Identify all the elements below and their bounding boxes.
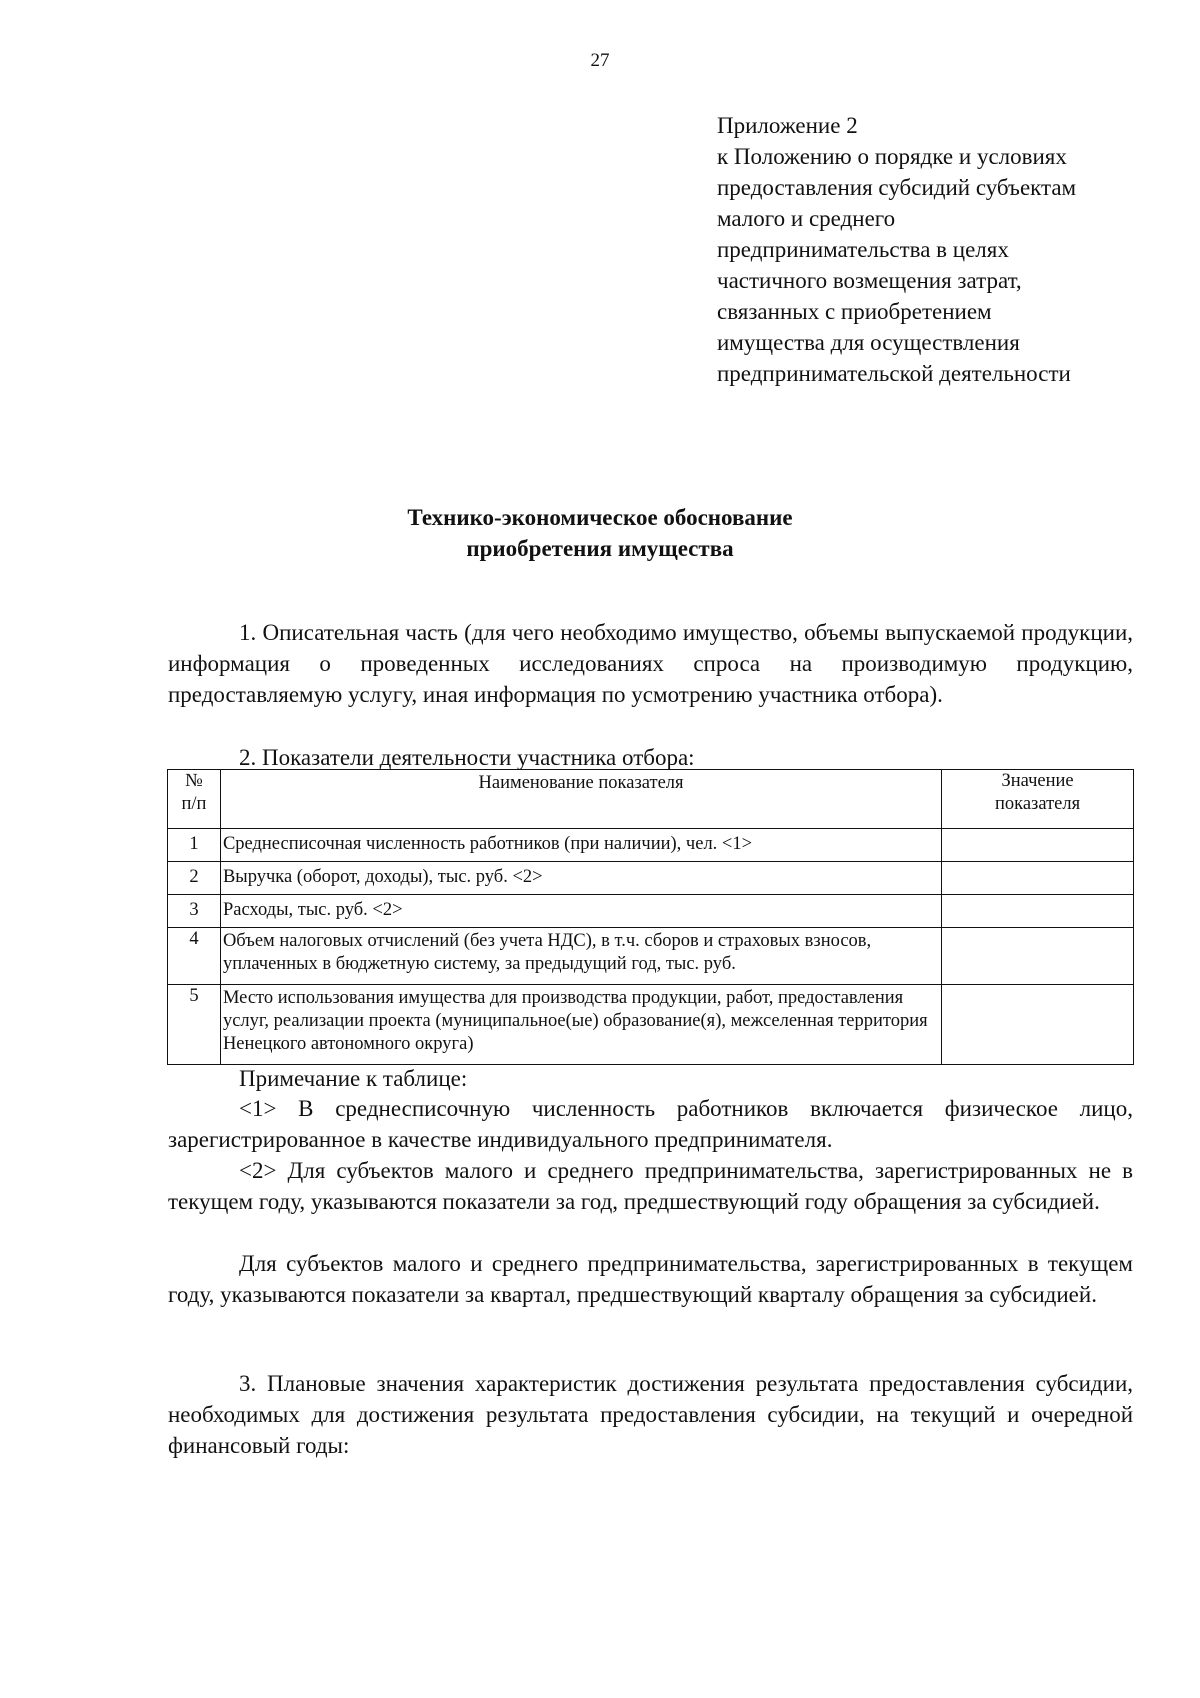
indicators-table (167, 769, 1134, 1065)
section-3-text: 3. Плановые значения характеристик достижения результата предоставления субсидии, необходимых для достижения результата предоставления субсидии, на текущий и очередной финансовый годы: (168, 1371, 1133, 1458)
row-num: 1 (168, 829, 221, 862)
row-num: 4 (168, 928, 221, 985)
header-num (168, 770, 221, 829)
row-num: 5 (168, 985, 221, 1065)
table-note-1: <1> В среднесписочную численность работников включается физическое лицо, зарегистрированное в качестве индивидуального предпринимателя. (168, 1096, 1133, 1152)
header-value-line1: Значение (1001, 771, 1074, 791)
row-value (942, 928, 1134, 985)
appendix-line: предпринимательства в целях (717, 237, 1009, 262)
row-value (942, 985, 1134, 1065)
appendix-line: Приложение 2 (717, 113, 858, 138)
row-value (942, 895, 1134, 928)
row-name: Выручка (оборот, доходы), тыс. руб. <2> (220, 862, 941, 895)
section-2-caption: 2. Показатели деятельности участника отбора: (239, 745, 695, 770)
document-title-line1: Технико-экономическое обоснование (407, 505, 793, 530)
table-row (168, 985, 1134, 1065)
header-name: Наименование показателя (220, 770, 941, 829)
table-row (168, 862, 1134, 895)
row-name: Объем налоговых отчислений (без учета НДС), в т.ч. сборов и страховых взносов, уплаченных в бюджетную систему, за предыдущий год, тыс. руб. (220, 928, 941, 985)
appendix-line: предпринимательской деятельности (717, 361, 1071, 386)
header-num-line1: № (185, 771, 203, 791)
table-note-heading: Примечание к таблице: (239, 1066, 468, 1091)
document-title (0, 502, 1200, 564)
appendix-line: малого и среднего (717, 206, 896, 231)
table-row (168, 895, 1134, 928)
table-row (168, 928, 1134, 985)
appendix-line: частичного возмещения затрат, (717, 268, 1022, 293)
page-number: 27 (590, 50, 610, 71)
table-note-2: <2> Для субъектов малого и среднего предпринимательства, зарегистрированных не в текущем году, указываются показатели за год, предшествующий году обращения за субсидией. (168, 1158, 1133, 1214)
row-name: Среднесписочная численность работников (при наличии), чел. <1> (220, 829, 941, 862)
row-num: 3 (168, 895, 221, 928)
appendix-line: связанных с приобретением (717, 299, 992, 324)
header-value (942, 770, 1134, 829)
row-value (942, 829, 1134, 862)
table-header-row (168, 770, 1134, 829)
appendix-line: к Положению о порядке и условиях (717, 144, 1067, 169)
header-value-line2: показателя (994, 794, 1081, 814)
table-row (168, 829, 1134, 862)
row-name: Место использования имущества для производства продукции, работ, предоставления услуг, реализации проекта (муниципальное(ые) образование(я), межселенная территория Ненецкого автономного округа) (220, 985, 941, 1065)
table-note-3: Для субъектов малого и среднего предпринимательства, зарегистрированных в текущем году, указываются показатели за квартал, предшествующий кварталу обращения за субсидией. (168, 1251, 1133, 1307)
row-name: Расходы, тыс. руб. <2> (220, 895, 941, 928)
document-title-line2: приобретения имущества (466, 536, 734, 561)
appendix-line: предоставления субсидий субъектам (717, 175, 1077, 200)
appendix-header (717, 110, 1157, 389)
row-num: 2 (168, 862, 221, 895)
appendix-line: имущества для осуществления (717, 330, 1020, 355)
row-value (942, 862, 1134, 895)
header-num-line2: п/п (181, 794, 207, 814)
section-1-description: 1. Описательная часть (для чего необходимо имущество, объемы выпускаемой продукции, информация о проведенных исследованиях спроса на производимую продукцию, предоставляемую услугу, иная информация по усмотрению участника отбора). (168, 620, 1133, 707)
